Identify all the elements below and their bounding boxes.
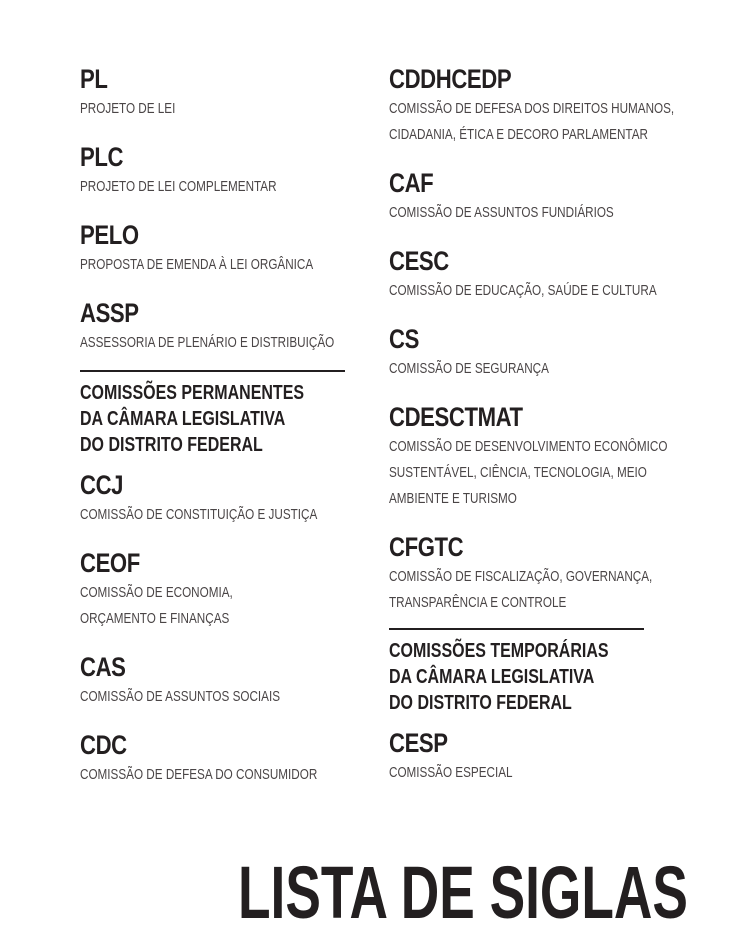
acronym-entry: [80, 546, 345, 632]
acronym-description: COMISSÃO DE DEFESA DO CONSUMIDOR: [80, 766, 318, 783]
acronym: CAF: [389, 168, 434, 198]
right-column: [389, 62, 689, 786]
temporary-committees-heading: [389, 638, 701, 716]
acronym-description: COMISSÃO DE DESENVOLVIMENTO ECONÔMICO: [389, 438, 668, 455]
acronym: CS: [389, 324, 419, 354]
acronym-description: SUSTENTÁVEL, CIÊNCIA, TECNOLOGIA, MEIO: [389, 464, 647, 481]
acronym-entry: [80, 296, 345, 356]
page-title: LISTA DE SIGLAS: [238, 851, 688, 934]
acronym: CAS: [80, 652, 126, 682]
heading-line: COMISSÕES TEMPORÁRIAS: [389, 640, 609, 662]
heading-line: COMISSÕES PERMANENTES: [80, 382, 305, 404]
acronym: CCJ: [80, 470, 124, 500]
acronym: CEOF: [80, 548, 140, 578]
acronym-entry: [80, 62, 345, 122]
heading-line: DO DISTRITO FEDERAL: [80, 434, 263, 456]
acronym: CESP: [389, 728, 448, 758]
acronym: ASSP: [80, 298, 139, 328]
left-divider: [80, 370, 345, 372]
acronym-entry: [389, 400, 689, 512]
acronym-description: COMISSÃO DE CONSTITUIÇÃO E JUSTIÇA: [80, 506, 318, 523]
acronym-description: COMISSÃO DE DEFESA DOS DIREITOS HUMANOS,: [389, 100, 675, 117]
acronym-entry: [389, 322, 689, 382]
acronym-entry: [389, 726, 689, 786]
acronym-description: CIDADANIA, ÉTICA E DECORO PARLAMENTAR: [389, 126, 648, 143]
permanent-committees-heading: [80, 380, 356, 458]
acronym-description: AMBIENTE E TURISMO: [389, 490, 517, 507]
acronym-description: PROJETO DE LEI COMPLEMENTAR: [80, 178, 277, 195]
heading-line: DA CÂMARA LEGISLATIVA: [389, 666, 595, 688]
acronym-description: COMISSÃO DE EDUCAÇÃO, SAÚDE E CULTURA: [389, 282, 657, 299]
acronym-entry: [80, 140, 345, 200]
acronym-entry: [389, 166, 689, 226]
acronym-entry: [389, 530, 689, 616]
left-entries-bottom: [80, 468, 345, 788]
acronym-description: ORÇAMENTO E FINANÇAS: [80, 610, 230, 627]
acronym-description: COMISSÃO DE SEGURANÇA: [389, 360, 549, 377]
acronym-description: ASSESSORIA DE PLENÁRIO E DISTRIBUIÇÃO: [80, 334, 335, 351]
acronym: CESC: [389, 246, 449, 276]
heading-line: DA CÂMARA LEGISLATIVA: [80, 408, 286, 430]
acronym: PELO: [80, 220, 139, 250]
acronym-description: COMISSÃO DE ASSUNTOS SOCIAIS: [80, 688, 281, 705]
right-divider: [389, 628, 644, 630]
heading-line: DO DISTRITO FEDERAL: [389, 692, 572, 714]
acronym: CDC: [80, 730, 127, 760]
acronym: CFGTC: [389, 532, 464, 562]
acronym-entry: [80, 728, 345, 788]
right-entries-top: [389, 62, 689, 616]
acronym-description: TRANSPARÊNCIA E CONTROLE: [389, 594, 567, 611]
acronym-description: COMISSÃO DE ASSUNTOS FUNDIÁRIOS: [389, 204, 614, 221]
acronym-entry: [80, 218, 345, 278]
acronym-description: COMISSÃO DE FISCALIZAÇÃO, GOVERNANÇA,: [389, 568, 653, 585]
acronym: CDESCTMAT: [389, 402, 523, 432]
acronym: PLC: [80, 142, 124, 172]
acronym-entry: [80, 468, 345, 528]
right-entries-bottom: [389, 726, 689, 786]
left-column: [80, 62, 345, 788]
acronym-entry: [389, 62, 689, 148]
acronym-entry: [80, 650, 345, 710]
acronym-description: COMISSÃO ESPECIAL: [389, 764, 513, 781]
acronym-description: PROJETO DE LEI: [80, 100, 176, 117]
acronym-description: COMISSÃO DE ECONOMIA,: [80, 584, 233, 601]
left-entries-top: [80, 62, 345, 356]
acronym-description: PROPOSTA DE EMENDA À LEI ORGÂNICA: [80, 256, 314, 273]
acronym-entry: [389, 244, 689, 304]
acronym: CDDHCEDP: [389, 64, 512, 94]
acronym: PL: [80, 64, 108, 94]
